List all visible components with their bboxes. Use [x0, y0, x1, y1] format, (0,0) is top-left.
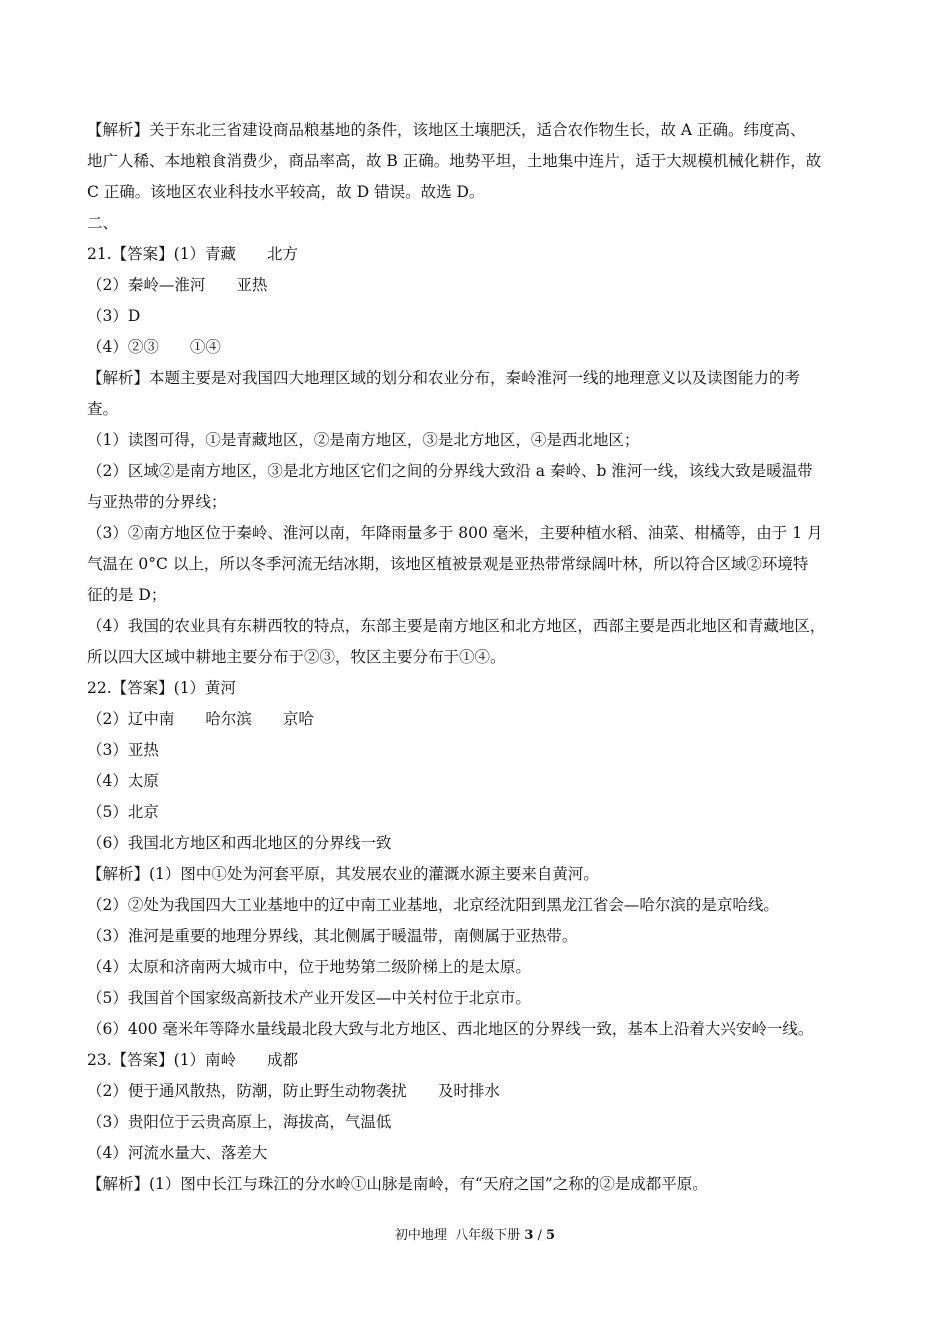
answer-line: （4）太原 — [87, 772, 159, 790]
answer-line: （2）便于通风散热，防潮，防止野生动物袭扰 及时排水 — [87, 1082, 500, 1100]
text-line: 地广人稀、本地粮食消费少，商品率高，故 B 正确。地势平坦，土地集中连片，适于大规模机械化耕作，故 — [87, 152, 822, 170]
answer-line: （3）亚热 — [87, 741, 159, 759]
footer-label: 初中地理 八年级下册 — [394, 1228, 521, 1243]
answer-line: （2）辽中南 哈尔滨 京哈 — [87, 710, 314, 728]
explanation-line: （3）②南方地区位于秦岭、淮河以南，年降雨量多于 800 毫米，主要种植水稻、油菜、柑橘等，由于 1 月 — [87, 524, 823, 542]
answer-line: 21.【答案】(1）青藏 北方 — [87, 245, 299, 263]
explanation-line: （4）太原和济南两大城市中，位于地势第二级阶梯上的是太原。 — [87, 958, 531, 976]
explanation-line: （6）400 毫米年等降水量线最北段大致与北方地区、西北地区的分界线一致，基本上沿着大兴安岭一线。 — [87, 1020, 814, 1038]
explanation-line: 征的是 D； — [87, 586, 167, 604]
text-line: 【解析】关于东北三省建设商品粮基地的条件，该地区土壤肥沃，适合农作物生长，故 A 正确。纬度高、 — [87, 121, 806, 139]
explanation-line: （2）②处为我国四大工业基地中的辽中南工业基地，北京经沈阳到黑龙江省会—哈尔滨的是京哈线。 — [87, 896, 779, 914]
explanation-line: 【解析】本题主要是对我国四大地理区域的划分和农业分布，秦岭淮河一线的地理意义以及读图能力的考 — [87, 369, 801, 387]
page-footer — [0, 1226, 950, 1246]
answer-line: 23.【答案】(1）南岭 成都 — [87, 1051, 299, 1069]
page-separator: / — [537, 1228, 542, 1243]
explanation-line: 【解析】(1）图中长江与珠江的分水岭①山脉是南岭，有“天府之国”之称的②是成都平原。 — [87, 1175, 708, 1193]
answer-text — [87, 115, 867, 1200]
answer-line: （6）我国北方地区和西北地区的分界线一致 — [87, 834, 392, 852]
explanation-line: （2）区域②是南方地区，③是北方地区它们之间的分界线大致沿 a 秦岭、b 淮河一线，该线大致是暖温带 — [87, 462, 813, 480]
text-line: C 正确。该地区农业科技水平较高，故 D 错误。故选 D。 — [87, 183, 485, 201]
explanation-line: 气温在 0°C 以上，所以冬季河流无结冰期，该地区植被景观是亚热带常绿阔叶林，所以符合区域②环境特 — [87, 555, 809, 573]
answer-line: （3）D — [87, 307, 141, 325]
answer-line: （3）贵阳位于云贵高原上，海拔高，气温低 — [87, 1113, 392, 1131]
explanation-line: （3）淮河是重要的地理分界线，其北侧属于暖温带，南侧属于亚热带。 — [87, 927, 578, 945]
explanation-line: 查。 — [87, 400, 119, 418]
answer-line: （2）秦岭—淮河 亚热 — [87, 276, 268, 294]
answer-line: （5）北京 — [87, 803, 159, 821]
explanation-line: 【解析】(1）图中①处为河套平原，其发展农业的灌溉水源主要来自黄河。 — [87, 865, 599, 883]
explanation-line: （5）我国首个国家级高新技术产业开发区—中关村位于北京市。 — [87, 989, 531, 1007]
answer-line: （4）河流水量大、落差大 — [87, 1144, 268, 1162]
explanation-line: 所以四大区域中耕地主要分布于②③，牧区主要分布于①④。 — [87, 648, 506, 666]
explanation-line: 与亚热带的分界线； — [87, 493, 227, 511]
answer-line: （4）②③ ①④ — [87, 338, 221, 356]
total-pages-number: 5 — [546, 1228, 556, 1243]
section-heading: 二、 — [87, 214, 119, 232]
explanation-line: （1）读图可得，①是青藏地区，②是南方地区，③是北方地区，④是西北地区； — [87, 431, 640, 449]
current-page-number: 3 — [524, 1228, 534, 1243]
explanation-line: （4）我国的农业具有东耕西牧的特点，东部主要是南方地区和北方地区，西部主要是西北地区和青藏地区， — [87, 617, 826, 635]
answer-line: 22.【答案】(1）黄河 — [87, 679, 237, 697]
